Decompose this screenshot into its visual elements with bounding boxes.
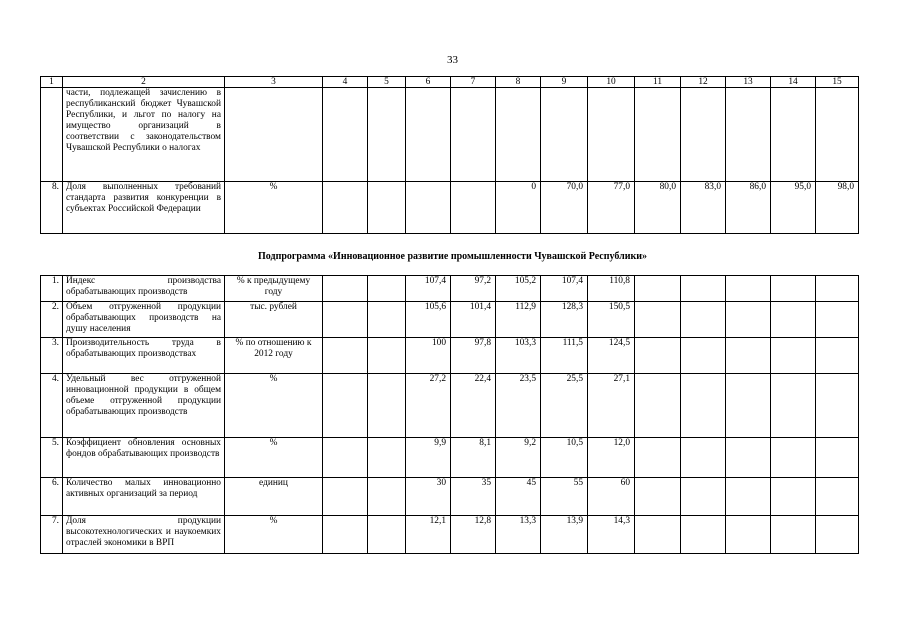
table-row (41, 338, 859, 374)
indicator-name: Индекс производства обрабатывающих производств (63, 276, 225, 302)
value-cell (816, 338, 859, 374)
value-cell: 35 (451, 478, 496, 516)
value-cell (406, 182, 451, 234)
value-cell (726, 338, 771, 374)
row-number: 4. (41, 374, 63, 438)
header-cell: 14 (771, 77, 816, 88)
row-number: 5. (41, 438, 63, 478)
header-cell: 11 (635, 77, 681, 88)
value-cell: 25,5 (541, 374, 588, 438)
value-cell (681, 302, 726, 338)
header-cell: 6 (406, 77, 451, 88)
value-cell: 112,9 (496, 302, 541, 338)
table-row (41, 478, 859, 516)
value-cell: 9,9 (406, 438, 451, 478)
value-cell (368, 516, 406, 554)
table-row (41, 302, 859, 338)
value-cell (816, 276, 859, 302)
value-cell: 55 (541, 478, 588, 516)
value-cell: 30 (406, 478, 451, 516)
table-row (41, 276, 859, 302)
unit-cell: % к предыдущему году (225, 276, 323, 302)
value-cell: 8,1 (451, 438, 496, 478)
row-number: 2. (41, 302, 63, 338)
value-cell: 27,1 (588, 374, 635, 438)
value-cell (635, 516, 681, 554)
value-cell: 0 (496, 182, 541, 234)
value-cell: 95,0 (771, 182, 816, 234)
value-cell: 13,3 (496, 516, 541, 554)
unit-cell: % (225, 374, 323, 438)
value-cell: 77,0 (588, 182, 635, 234)
value-cell (496, 88, 541, 182)
header-cell: 15 (816, 77, 859, 88)
header-cell: 9 (541, 77, 588, 88)
header-row (41, 77, 859, 88)
row-number: 1. (41, 276, 63, 302)
indicator-name: Доля продукции высокотехнологических и наукоемких отраслей экономики в ВРП (63, 516, 225, 554)
value-cell: 107,4 (406, 276, 451, 302)
value-cell: 80,0 (635, 182, 681, 234)
indicator-name: Удельный вес отгруженной инновационной продукции в общем объеме отгруженной продукции обрабатывающих производств (63, 374, 225, 438)
value-cell (635, 276, 681, 302)
value-cell (368, 478, 406, 516)
value-cell (368, 302, 406, 338)
value-cell: 97,8 (451, 338, 496, 374)
value-cell (681, 438, 726, 478)
value-cell (323, 338, 368, 374)
unit-cell (225, 88, 323, 182)
indicator-name: Коэффициент обновления основных фондов обрабатывающих производств (63, 438, 225, 478)
value-cell (323, 516, 368, 554)
table-row (41, 88, 859, 182)
header-cell: 4 (323, 77, 368, 88)
value-cell: 86,0 (726, 182, 771, 234)
unit-cell: % (225, 438, 323, 478)
value-cell (368, 182, 406, 234)
indicators-table-subprogram (40, 275, 859, 554)
value-cell (323, 88, 368, 182)
value-cell: 97,2 (451, 276, 496, 302)
value-cell (323, 276, 368, 302)
value-cell (681, 478, 726, 516)
header-cell: 3 (225, 77, 323, 88)
value-cell: 13,9 (541, 516, 588, 554)
unit-cell: тыс. рублей (225, 302, 323, 338)
value-cell (323, 478, 368, 516)
value-cell: 124,5 (588, 338, 635, 374)
value-cell: 150,5 (588, 302, 635, 338)
indicator-name: Производительность труда в обрабатывающих производствах (63, 338, 225, 374)
value-cell (726, 516, 771, 554)
table-row (41, 516, 859, 554)
row-number: 7. (41, 516, 63, 554)
value-cell (771, 374, 816, 438)
value-cell: 27,2 (406, 374, 451, 438)
value-cell (726, 88, 771, 182)
value-cell (771, 276, 816, 302)
value-cell (368, 276, 406, 302)
row-number: 3. (41, 338, 63, 374)
value-cell: 12,1 (406, 516, 451, 554)
header-cell: 13 (726, 77, 771, 88)
value-cell (771, 302, 816, 338)
value-cell: 107,4 (541, 276, 588, 302)
value-cell (771, 88, 816, 182)
value-cell: 12,0 (588, 438, 635, 478)
value-cell (816, 88, 859, 182)
value-cell (816, 302, 859, 338)
value-cell: 111,5 (541, 338, 588, 374)
value-cell (451, 88, 496, 182)
value-cell: 70,0 (541, 182, 588, 234)
value-cell: 103,3 (496, 338, 541, 374)
indicator-name: части, подлежащей зачислению в республиканский бюджет Чувашской Республики, и льгот по налогу на имущество организаций в соответствии с законодательством Чувашской Республики о налогах (63, 88, 225, 182)
value-cell (726, 374, 771, 438)
value-cell (726, 438, 771, 478)
value-cell (816, 374, 859, 438)
value-cell: 83,0 (681, 182, 726, 234)
value-cell: 45 (496, 478, 541, 516)
value-cell (771, 438, 816, 478)
value-cell (816, 478, 859, 516)
value-cell (816, 516, 859, 554)
value-cell: 60 (588, 478, 635, 516)
value-cell (368, 374, 406, 438)
table-row (41, 182, 859, 234)
value-cell: 22,4 (451, 374, 496, 438)
value-cell (368, 88, 406, 182)
page-number: 33 (447, 54, 458, 66)
header-cell: 12 (681, 77, 726, 88)
row-number: 6. (41, 478, 63, 516)
value-cell (816, 438, 859, 478)
value-cell: 110,8 (588, 276, 635, 302)
value-cell (726, 302, 771, 338)
value-cell (635, 374, 681, 438)
value-cell: 14,3 (588, 516, 635, 554)
header-cell: 10 (588, 77, 635, 88)
indicator-name: Количество малых инновационно активных организаций за период (63, 478, 225, 516)
value-cell (588, 88, 635, 182)
value-cell (368, 338, 406, 374)
value-cell: 23,5 (496, 374, 541, 438)
value-cell (726, 478, 771, 516)
value-cell: 9,2 (496, 438, 541, 478)
table-row (41, 374, 859, 438)
value-cell (323, 182, 368, 234)
row-number (41, 88, 63, 182)
value-cell: 105,2 (496, 276, 541, 302)
indicator-name: Объем отгруженной продукции обрабатывающих производств на душу населения (63, 302, 225, 338)
header-cell: 1 (41, 77, 63, 88)
header-cell: 2 (63, 77, 225, 88)
subprogram-title: Подпрограмма «Инновационное развитие промышленности Чувашской Республики» (258, 251, 647, 262)
unit-cell: единиц (225, 478, 323, 516)
value-cell: 101,4 (451, 302, 496, 338)
value-cell (323, 438, 368, 478)
value-cell (323, 302, 368, 338)
value-cell (681, 88, 726, 182)
value-cell (541, 88, 588, 182)
value-cell: 12,8 (451, 516, 496, 554)
value-cell (635, 302, 681, 338)
value-cell (635, 438, 681, 478)
header-cell: 5 (368, 77, 406, 88)
header-cell: 8 (496, 77, 541, 88)
unit-cell: % (225, 516, 323, 554)
value-cell (406, 88, 451, 182)
value-cell (681, 516, 726, 554)
value-cell (771, 478, 816, 516)
value-cell (451, 182, 496, 234)
value-cell (771, 516, 816, 554)
value-cell: 100 (406, 338, 451, 374)
row-number: 8. (41, 182, 63, 234)
value-cell (681, 276, 726, 302)
value-cell (771, 338, 816, 374)
header-cell: 7 (451, 77, 496, 88)
value-cell (681, 338, 726, 374)
value-cell (635, 88, 681, 182)
value-cell: 105,6 (406, 302, 451, 338)
indicator-name: Доля выполненных требований стандарта развития конкуренции в субъектах Российской Федерации (63, 182, 225, 234)
indicators-table-top (40, 76, 859, 234)
value-cell (681, 374, 726, 438)
value-cell (635, 338, 681, 374)
value-cell (323, 374, 368, 438)
value-cell (726, 276, 771, 302)
unit-cell: % по отношению к 2012 году (225, 338, 323, 374)
value-cell (368, 438, 406, 478)
value-cell: 98,0 (816, 182, 859, 234)
unit-cell: % (225, 182, 323, 234)
value-cell: 128,3 (541, 302, 588, 338)
value-cell (635, 478, 681, 516)
table-row (41, 438, 859, 478)
value-cell: 10,5 (541, 438, 588, 478)
